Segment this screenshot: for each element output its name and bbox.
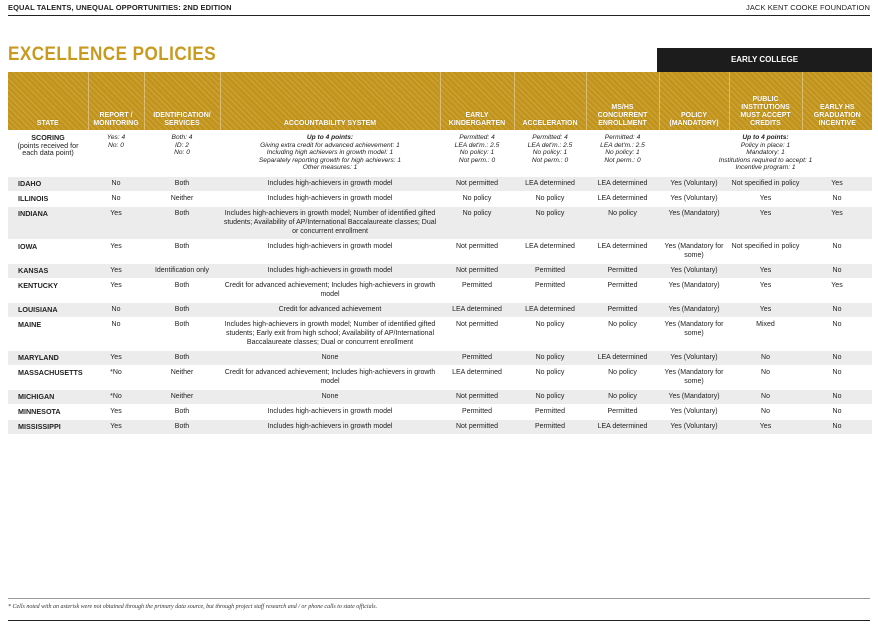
early-kindergarten-cell: Permitted	[440, 278, 514, 302]
public-credits-cell: Yes	[729, 302, 802, 317]
acceleration-cell: No policy	[514, 389, 586, 404]
scoring-policy	[659, 130, 872, 176]
state-cell: IDAHO	[8, 176, 88, 191]
identification-cell: Both	[144, 317, 220, 350]
scoring-sub: (points received for each data point)	[17, 140, 79, 158]
identification-cell: Both	[144, 419, 220, 434]
report-cell: Yes	[88, 404, 144, 419]
scoring-line: No policy: 1	[605, 149, 640, 157]
table-header-row	[8, 72, 872, 130]
acceleration-cell: Permitted	[514, 278, 586, 302]
report-cell: No	[88, 317, 144, 350]
col-concurrent-enrollment: MS/HS CONCURRENT ENROLLMENT	[586, 72, 659, 130]
early-kindergarten-cell: Not permitted	[440, 317, 514, 350]
acceleration-cell: No policy	[514, 191, 586, 206]
early-hs-graduation-cell: No	[802, 389, 872, 404]
policy-cell: Yes (Mandatory)	[659, 206, 729, 239]
acceleration-cell: Permitted	[514, 404, 586, 419]
state-cell: KENTUCKY	[8, 278, 88, 302]
early-hs-graduation-cell: No	[802, 302, 872, 317]
acceleration-cell: LEA determined	[514, 239, 586, 263]
policy-cell: Yes (Voluntary)	[659, 419, 729, 434]
scoring-report	[88, 130, 144, 176]
early-hs-graduation-cell: Yes	[802, 176, 872, 191]
table-row	[8, 278, 872, 302]
state-cell: ILLINOIS	[8, 191, 88, 206]
report-cell: Yes	[88, 278, 144, 302]
accountability-cell: Includes high-achievers in growth model	[220, 263, 440, 278]
scoring-acceleration	[514, 130, 586, 176]
report-cell: Yes	[88, 419, 144, 434]
table-row	[8, 263, 872, 278]
table-row	[8, 206, 872, 239]
identification-cell: Both	[144, 350, 220, 365]
report-cell: Yes	[88, 206, 144, 239]
public-credits-cell: No	[729, 350, 802, 365]
scoring-line: Not perm.: 0	[458, 156, 496, 164]
policy-cell: Yes (Mandatory for some)	[659, 317, 729, 350]
scoring-line: Yes: 4	[106, 134, 126, 141]
early-hs-graduation-cell: No	[802, 239, 872, 263]
identification-cell: Neither	[144, 365, 220, 389]
concurrent-enrollment-cell: LEA determined	[586, 176, 659, 191]
early-hs-graduation-cell: No	[802, 263, 872, 278]
early-hs-graduation-cell: No	[802, 419, 872, 434]
early-hs-graduation-cell: Yes	[802, 278, 872, 302]
state-cell: KANSAS	[8, 263, 88, 278]
scoring-line: LEA det'm.: 2.5	[600, 141, 645, 149]
public-credits-cell: Yes	[729, 191, 802, 206]
accountability-cell: Credit for advanced achievement; Includes high-achievers in growth model	[220, 365, 440, 389]
public-credits-cell: Yes	[729, 419, 802, 434]
public-credits-cell: Yes	[729, 278, 802, 302]
report-cell: Yes	[88, 263, 144, 278]
scoring-line: Incentive program: 1	[735, 164, 796, 172]
concurrent-enrollment-cell: Permitted	[586, 302, 659, 317]
excellence-policies-table	[8, 72, 872, 435]
accountability-cell: None	[220, 350, 440, 365]
scoring-line: Not perm.: 0	[604, 156, 641, 164]
scoring-heading: Up to 4 points:	[742, 134, 789, 141]
scoring-concurrent	[586, 130, 659, 176]
early-hs-graduation-cell: Yes	[802, 206, 872, 239]
public-credits-cell: No	[729, 389, 802, 404]
state-cell: MISSISSIPPI	[8, 419, 88, 434]
scoring-line: Giving extra credit for advanced achievement: 1	[260, 141, 400, 149]
table-row	[8, 302, 872, 317]
identification-cell: Both	[144, 404, 220, 419]
table-row	[8, 404, 872, 419]
state-cell: MARYLAND	[8, 350, 88, 365]
concurrent-enrollment-cell: No policy	[586, 365, 659, 389]
state-cell: INDIANA	[8, 206, 88, 239]
concurrent-enrollment-cell: LEA determined	[586, 239, 659, 263]
acceleration-cell: No policy	[514, 206, 586, 239]
acceleration-cell: LEA determined	[514, 302, 586, 317]
early-kindergarten-cell: Not permitted	[440, 419, 514, 434]
accountability-cell: Includes high-achievers in growth model; Number of identified gifted students; Early exit from high school; Availability of AP/International Baccalaureate classes; Dual or concurrent enrollment	[220, 317, 440, 350]
public-credits-cell: No	[729, 404, 802, 419]
scoring-label-cell	[8, 130, 88, 176]
early-hs-graduation-cell: No	[802, 191, 872, 206]
early-hs-graduation-cell: No	[802, 350, 872, 365]
early-kindergarten-cell: No policy	[440, 206, 514, 239]
scoring-heading: Up to 4 points:	[306, 134, 354, 141]
scoring-accountability	[220, 130, 440, 176]
concurrent-enrollment-cell: Permitted	[586, 404, 659, 419]
report-cell: *No	[88, 389, 144, 404]
table-row	[8, 350, 872, 365]
scoring-line: Permitted: 4	[604, 134, 641, 141]
public-credits-cell: No	[729, 365, 802, 389]
identification-cell: Identification only	[144, 263, 220, 278]
early-college-banner: EARLY COLLEGE	[657, 48, 872, 72]
scoring-line: ID: 2	[175, 141, 189, 149]
early-kindergarten-cell: No policy	[440, 191, 514, 206]
early-kindergarten-cell: LEA determined	[440, 365, 514, 389]
identification-cell: Both	[144, 302, 220, 317]
scoring-line: Including high achievers in growth model: 1	[266, 149, 394, 157]
acceleration-cell: No policy	[514, 317, 586, 350]
accountability-cell: Credit for advanced achievement; Includes high-achievers in growth model	[220, 278, 440, 302]
state-cell: MICHIGAN	[8, 389, 88, 404]
concurrent-enrollment-cell: No policy	[586, 206, 659, 239]
scoring-line: Other measures: 1	[302, 164, 358, 172]
col-early-hs-graduation: EARLY HS GRADUATION INCENTIVE	[802, 72, 872, 130]
report-cell: Yes	[88, 350, 144, 365]
early-hs-graduation-cell: No	[802, 404, 872, 419]
scoring-line: No policy: 1	[532, 149, 568, 157]
report-cell: No	[88, 176, 144, 191]
public-credits-cell: Yes	[729, 206, 802, 239]
early-kindergarten-cell: Not permitted	[440, 176, 514, 191]
table-row	[8, 239, 872, 263]
acceleration-cell: LEA determined	[514, 176, 586, 191]
accountability-cell: Includes high-achievers in growth model	[220, 176, 440, 191]
policy-cell: Yes (Mandatory)	[659, 278, 729, 302]
scoring-line: Separately reporting growth for high achievers: 1	[258, 156, 402, 164]
report-cell: No	[88, 302, 144, 317]
concurrent-enrollment-cell: LEA determined	[586, 350, 659, 365]
policy-cell: Yes (Mandatory)	[659, 389, 729, 404]
early-hs-graduation-cell: No	[802, 365, 872, 389]
accountability-cell: Includes high-achievers in growth model	[220, 404, 440, 419]
public-credits-cell: Not specified in policy	[729, 176, 802, 191]
scoring-row	[8, 130, 872, 176]
report-cell: No	[88, 191, 144, 206]
report-cell: Yes	[88, 239, 144, 263]
accountability-cell: Includes high-achievers in growth model	[220, 419, 440, 434]
state-cell: MAINE	[8, 317, 88, 350]
table-row	[8, 317, 872, 350]
early-kindergarten-cell: Permitted	[440, 404, 514, 419]
acceleration-cell: Permitted	[514, 263, 586, 278]
accountability-cell: Includes high-achievers in growth model; Number of identified gifted students; Availability of AP/International Baccalaureate classes; Dual or concurrent enrollment	[220, 206, 440, 239]
footnote: * Cells noted with an asterisk were not obtained through the primary data source, but through project staff research and / or phone calls to state officials.	[8, 604, 378, 610]
table-row	[8, 389, 872, 404]
col-early-kindergarten: EARLY KINDERGARTEN	[440, 72, 514, 130]
page-bottom-rule	[8, 620, 870, 621]
early-kindergarten-cell: Not permitted	[440, 389, 514, 404]
foundation-name: JACK KENT COOKE FOUNDATION	[745, 3, 870, 12]
policy-cell: Yes (Mandatory for some)	[659, 239, 729, 263]
acceleration-cell: No policy	[514, 365, 586, 389]
policy-cell: Yes (Voluntary)	[659, 263, 729, 278]
early-kindergarten-cell: LEA determined	[440, 302, 514, 317]
col-public-institutions-credits: PUBLIC INSTITUTIONS MUST ACCEPT CREDITS	[729, 72, 802, 130]
public-credits-cell: Not specified in policy	[729, 239, 802, 263]
acceleration-cell: Permitted	[514, 419, 586, 434]
report-title: EQUAL TALENTS, UNEQUAL OPPORTUNITIES: 2ND EDITION	[8, 3, 232, 12]
page-title: EXCELLENCE POLICIES	[8, 44, 217, 65]
policy-cell: Yes (Voluntary)	[659, 191, 729, 206]
scoring-line: No policy: 1	[459, 149, 495, 157]
scoring-line: Permitted: 4	[459, 134, 495, 141]
table-row	[8, 191, 872, 206]
report-cell: *No	[88, 365, 144, 389]
policy-cell: Yes (Voluntary)	[659, 350, 729, 365]
col-accountability-system: ACCOUNTABILITY SYSTEM	[220, 72, 440, 130]
scoring-line: No: 0	[108, 141, 124, 149]
concurrent-enrollment-cell: Permitted	[586, 278, 659, 302]
identification-cell: Both	[144, 206, 220, 239]
scoring-line: Mandatory: 1	[746, 149, 785, 157]
policy-cell: Yes (Mandatory)	[659, 302, 729, 317]
state-cell: MASSACHUSETTS	[8, 365, 88, 389]
scoring-early-k	[440, 130, 514, 176]
page-header	[8, 0, 870, 14]
scoring-line: LEA det'm.: 2.5	[527, 141, 573, 149]
state-cell: LOUISIANA	[8, 302, 88, 317]
public-credits-cell: Mixed	[729, 317, 802, 350]
identification-cell: Both	[144, 239, 220, 263]
concurrent-enrollment-cell: LEA determined	[586, 419, 659, 434]
accountability-cell: None	[220, 389, 440, 404]
scoring-line: No: 0	[174, 149, 190, 157]
policy-cell: Yes (Mandatory for some)	[659, 365, 729, 389]
early-hs-graduation-cell: No	[802, 317, 872, 350]
scoring-line: Permitted: 4	[532, 134, 568, 141]
table-row	[8, 419, 872, 434]
scoring-ident	[144, 130, 220, 176]
col-policy-mandatory: POLICY (MANDATORY)	[659, 72, 729, 130]
table-row	[8, 176, 872, 191]
early-kindergarten-cell: Not permitted	[440, 263, 514, 278]
scoring-label: SCORING	[31, 133, 65, 142]
scoring-line: Policy in place: 1	[740, 141, 791, 149]
footnote-divider	[8, 598, 870, 599]
policy-cell: Yes (Voluntary)	[659, 404, 729, 419]
scoring-line: Both: 4	[171, 134, 193, 141]
identification-cell: Both	[144, 278, 220, 302]
early-kindergarten-cell: Permitted	[440, 350, 514, 365]
table-row	[8, 365, 872, 389]
accountability-cell: Includes high-achievers in growth model	[220, 191, 440, 206]
concurrent-enrollment-cell: LEA determined	[586, 191, 659, 206]
acceleration-cell: No policy	[514, 350, 586, 365]
identification-cell: Neither	[144, 191, 220, 206]
scoring-line: Institutions required to accept: 1	[718, 156, 813, 164]
scoring-line: LEA det'm.: 2.5	[454, 141, 500, 149]
accountability-cell: Credit for advanced achievement	[220, 302, 440, 317]
scoring-line: Not perm.: 0	[531, 156, 569, 164]
concurrent-enrollment-cell: No policy	[586, 317, 659, 350]
identification-cell: Both	[144, 176, 220, 191]
col-acceleration: ACCELERATION	[514, 72, 586, 130]
col-report-monitoring: REPORT / MONITORING	[88, 72, 144, 130]
concurrent-enrollment-cell: Permitted	[586, 263, 659, 278]
concurrent-enrollment-cell: No policy	[586, 389, 659, 404]
header-divider	[8, 15, 870, 16]
identification-cell: Neither	[144, 389, 220, 404]
accountability-cell: Includes high-achievers in growth model	[220, 239, 440, 263]
public-credits-cell: Yes	[729, 263, 802, 278]
col-state: STATE	[8, 72, 88, 130]
policy-cell: Yes (Voluntary)	[659, 176, 729, 191]
state-cell: IOWA	[8, 239, 88, 263]
state-cell: MINNESOTA	[8, 404, 88, 419]
col-identification-services: IDENTIFICATION/ SERVICES	[144, 72, 220, 130]
early-kindergarten-cell: Not permitted	[440, 239, 514, 263]
